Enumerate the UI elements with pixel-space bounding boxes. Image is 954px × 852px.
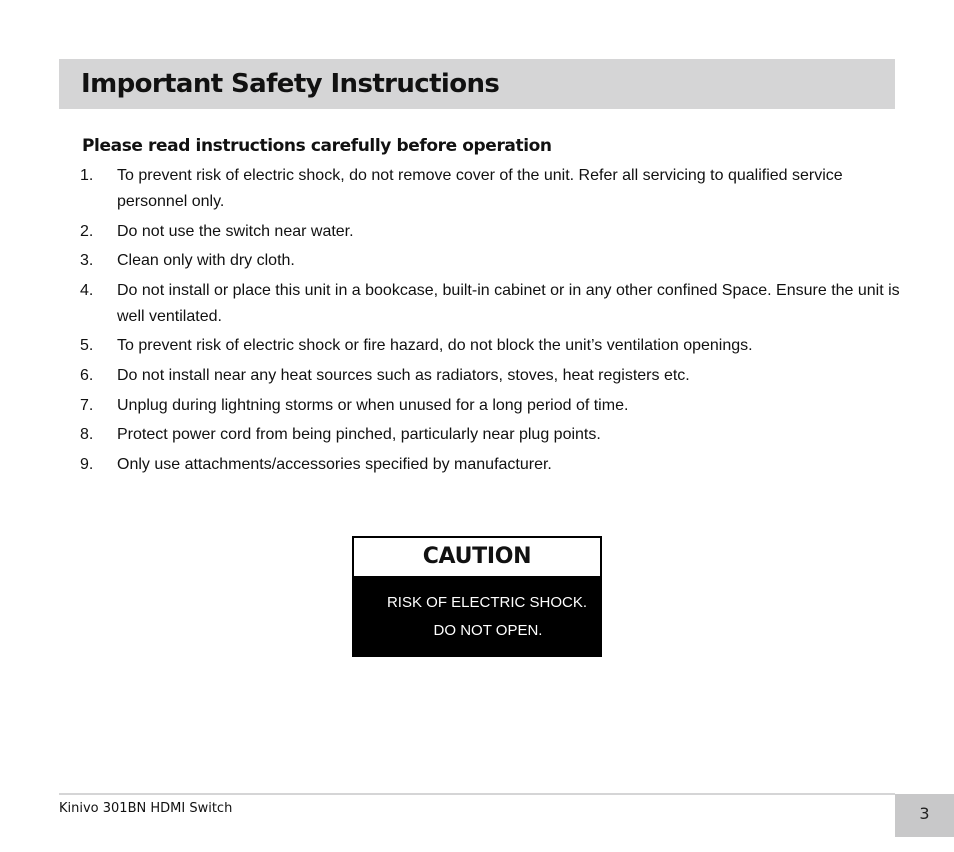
instruction-item-8 bbox=[80, 422, 900, 448]
caution-warning-line: RISK OF ELECTRIC SHOCK. bbox=[386, 594, 588, 611]
instruction-item-1 bbox=[80, 163, 900, 215]
instruction-text: Protect power cord from being pinched, particularly near plug points. bbox=[117, 426, 601, 444]
instruction-number: 1. bbox=[80, 167, 94, 184]
instruction-item-5 bbox=[80, 333, 900, 359]
instruction-number: 3. bbox=[80, 252, 94, 270]
instruction-list bbox=[80, 163, 900, 481]
caution-heading: CAUTION bbox=[354, 538, 600, 576]
page-number: 3 bbox=[919, 804, 930, 823]
caution-body bbox=[354, 576, 600, 645]
instruction-text: To prevent risk of electric shock, do not remove cover of the unit. Refer all servicing to qualified service personnel only. bbox=[117, 167, 843, 210]
instruction-number: 7. bbox=[80, 396, 94, 414]
caution-warning-line: DO NOT OPEN. bbox=[433, 622, 543, 639]
instruction-number: 5. bbox=[80, 337, 94, 355]
page-number-tab bbox=[895, 794, 954, 837]
instruction-text: Only use attachments/accessories specified by manufacturer. bbox=[117, 455, 552, 473]
footer-divider bbox=[59, 793, 895, 795]
instruction-item-6 bbox=[80, 363, 900, 389]
instruction-text: Do not install near any heat sources such as radiators, stoves, heat registers etc. bbox=[117, 366, 690, 384]
instruction-number: 4. bbox=[80, 281, 94, 299]
page-title: Important Safety Instructions bbox=[81, 69, 500, 99]
instruction-text: Clean only with dry cloth. bbox=[117, 252, 295, 270]
instruction-number: 8. bbox=[80, 426, 94, 444]
instruction-number: 2. bbox=[80, 222, 94, 240]
instruction-item-2 bbox=[80, 219, 900, 245]
section-subheading: Please read instructions carefully before operation bbox=[82, 136, 552, 156]
instruction-text: Unplug during lightning storms or when unused for a long period of time. bbox=[117, 396, 629, 414]
instruction-number: 9. bbox=[80, 455, 94, 473]
title-bar bbox=[59, 59, 895, 109]
caution-box bbox=[352, 536, 602, 657]
instruction-text: Do not install or place this unit in a bookcase, built-in cabinet or in any other confined Space. Ensure the unit is well ventilated. bbox=[117, 281, 900, 325]
instruction-item-7 bbox=[80, 393, 900, 419]
instruction-text: To prevent risk of electric shock or fire hazard, do not block the unit’s ventilation openings. bbox=[117, 337, 753, 355]
instruction-number: 6. bbox=[80, 366, 94, 384]
footer-product-name: Kinivo 301BN HDMI Switch bbox=[59, 801, 233, 816]
instruction-item-9 bbox=[80, 452, 900, 478]
instruction-item-4 bbox=[80, 278, 900, 330]
instruction-item-3 bbox=[80, 248, 900, 274]
instruction-text: Do not use the switch near water. bbox=[117, 222, 354, 240]
